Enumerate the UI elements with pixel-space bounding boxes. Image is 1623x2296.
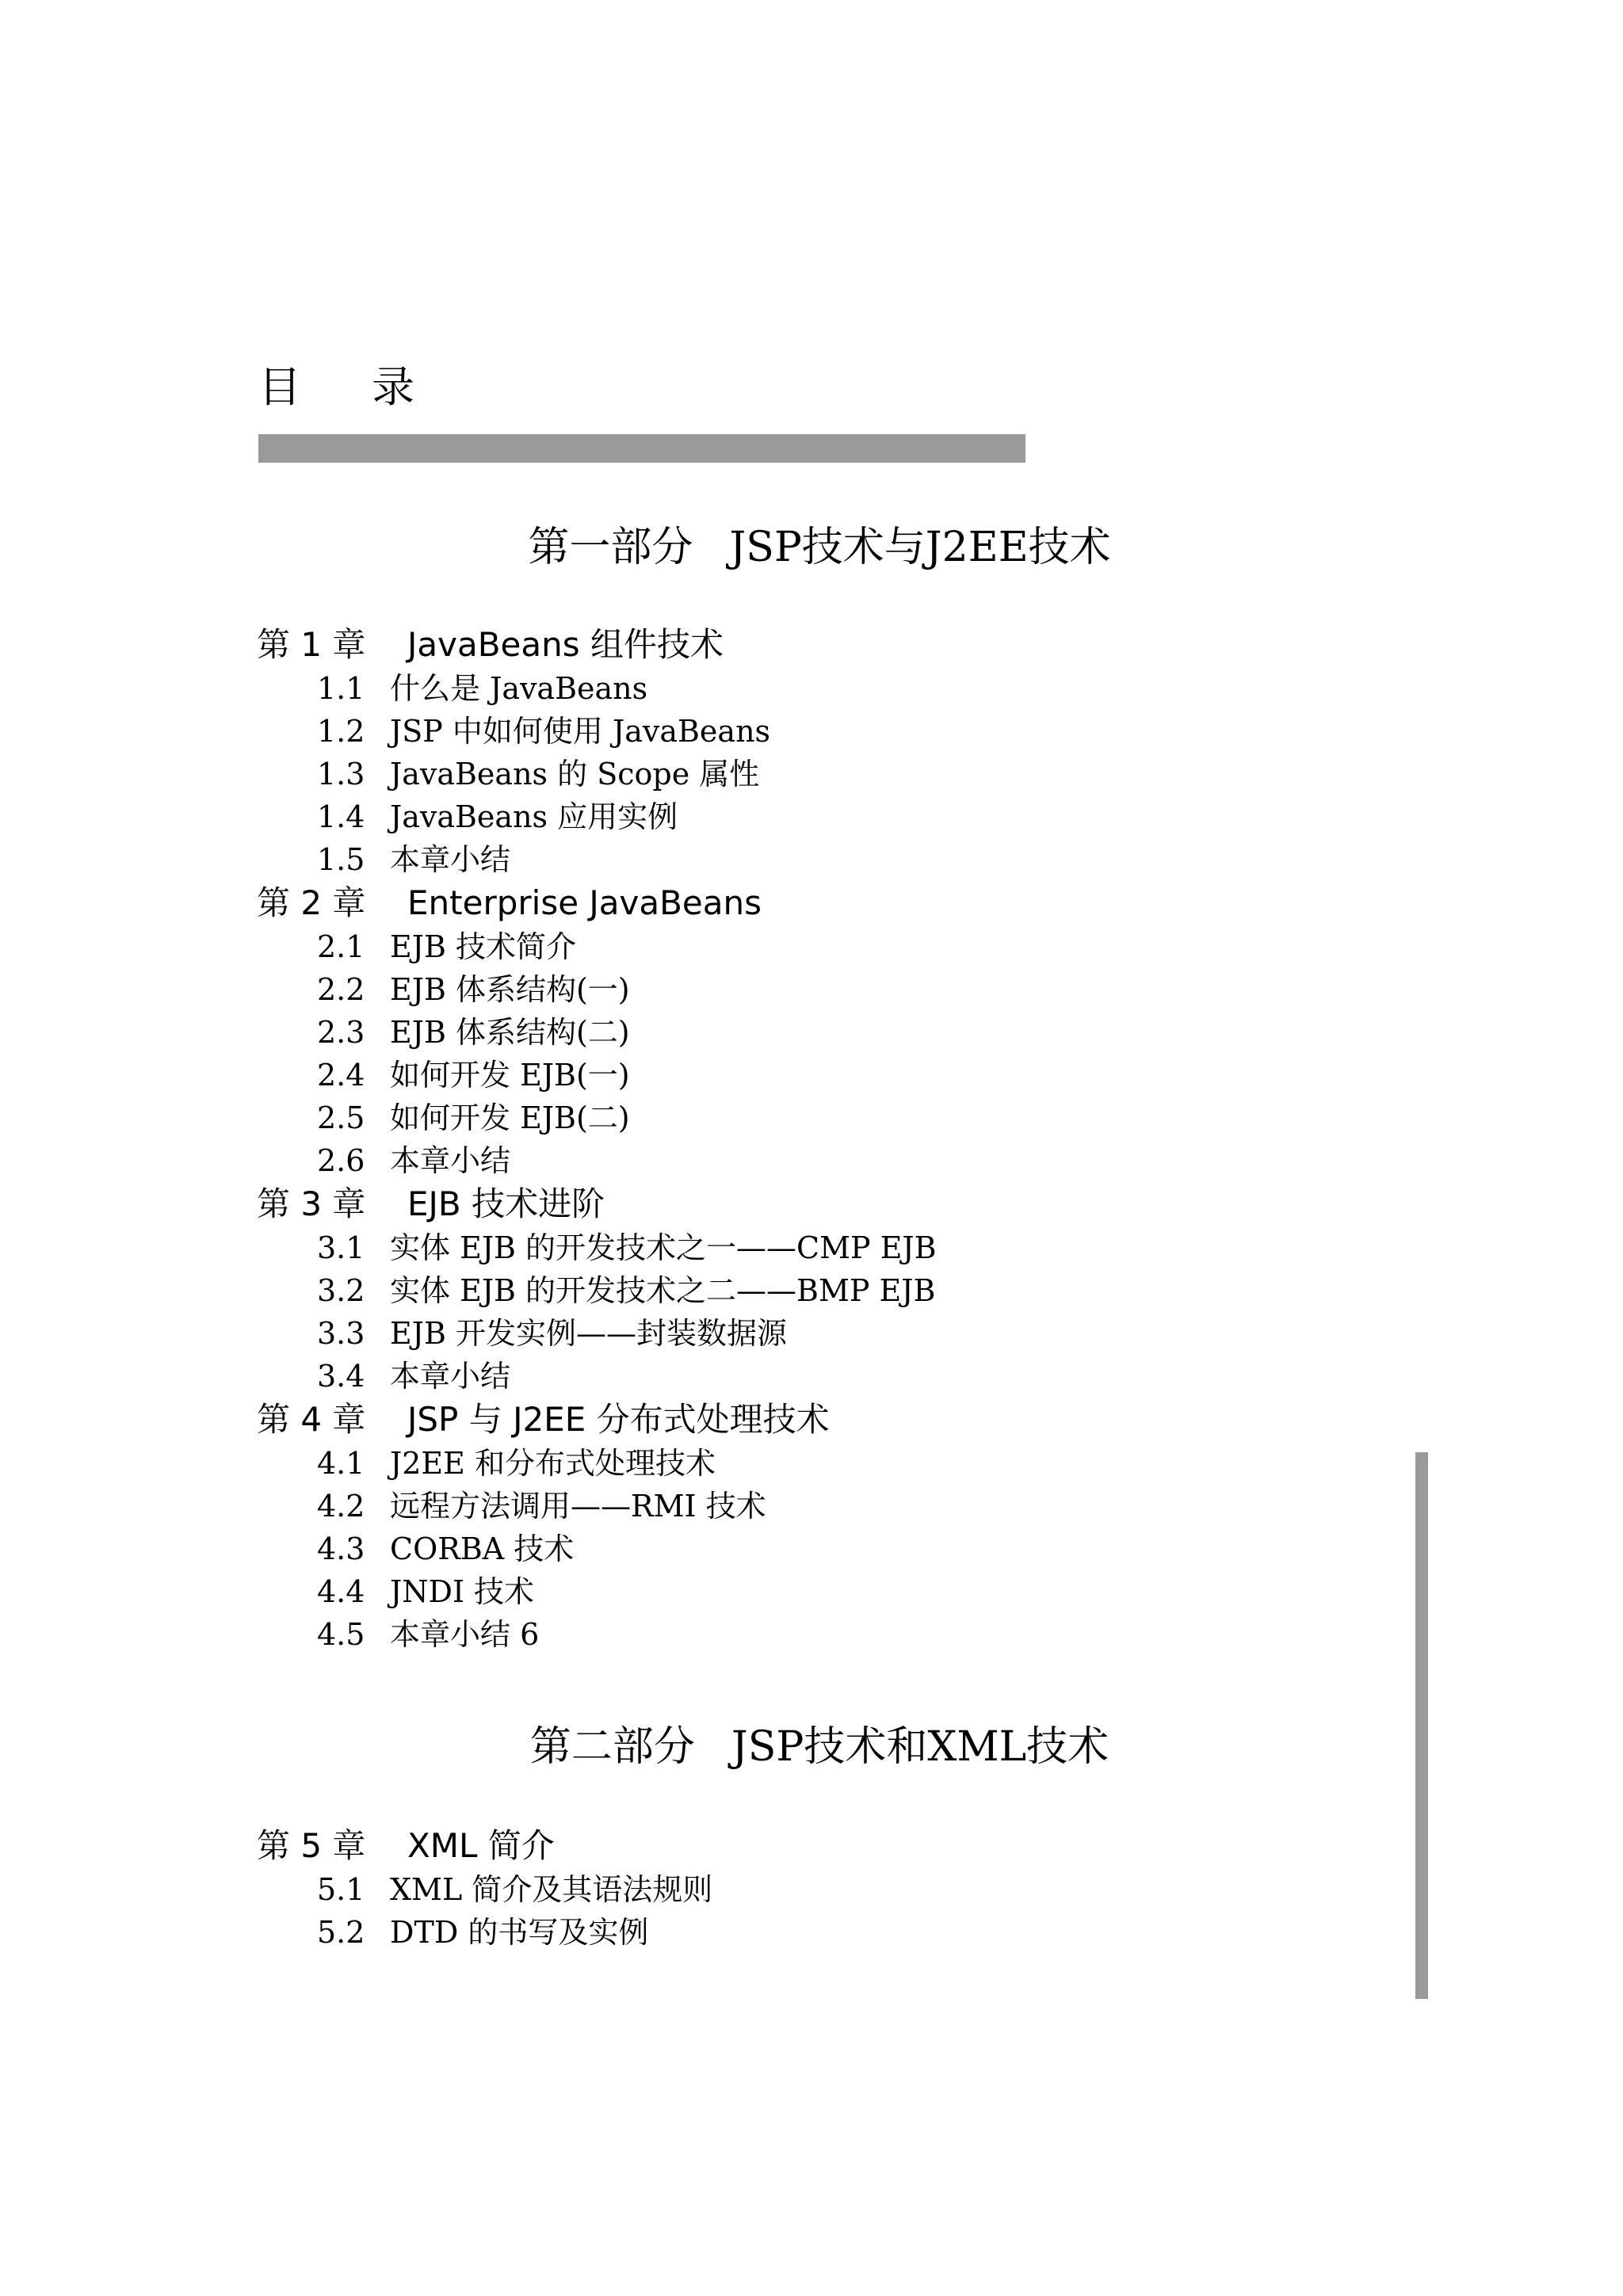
section-number: 1.3	[317, 757, 365, 791]
section-number: 3.2	[317, 1273, 365, 1308]
section-title: XML 简介及其语法规则	[390, 1872, 713, 1907]
section-title: DTD 的书写及实例	[390, 1915, 649, 1950]
section-number: 2.1	[317, 929, 365, 964]
section-title: JavaBeans 的 Scope 属性	[390, 757, 760, 791]
section-title: 本章小结 6	[390, 1617, 540, 1652]
section-4-2[interactable]	[257, 1485, 1366, 1527]
section-title: 实体 EJB 的开发技术之二——BMP EJB	[390, 1273, 936, 1308]
part-heading-1	[0, 524, 1623, 571]
section-title: 本章小结	[390, 1143, 511, 1178]
section-2-5[interactable]	[257, 1097, 1366, 1139]
section-3-3[interactable]	[257, 1312, 1366, 1355]
section-1-2[interactable]	[257, 710, 1366, 753]
chapter-number: 第 5 章	[257, 1826, 366, 1865]
section-number: 4.2	[317, 1489, 365, 1524]
section-5-1[interactable]	[257, 1868, 1366, 1911]
section-2-3[interactable]	[257, 1011, 1366, 1054]
section-title: 本章小结	[390, 842, 511, 877]
section-4-1[interactable]	[257, 1442, 1366, 1485]
chapter-number: 第 4 章	[257, 1400, 366, 1439]
section-title: J2EE 和分布式处理技术	[390, 1446, 716, 1481]
section-1-3[interactable]	[257, 753, 1366, 795]
section-title: CORBA 技术	[390, 1531, 575, 1566]
section-3-1[interactable]	[257, 1226, 1366, 1269]
part-heading-2	[0, 1723, 1623, 1771]
chapter-2[interactable]	[257, 881, 1366, 925]
section-title: 如何开发 EJB(一)	[390, 1058, 630, 1093]
section-5-2[interactable]	[257, 1911, 1366, 1954]
section-4-5[interactable]	[257, 1613, 1366, 1656]
toc-part-1	[257, 623, 1366, 1656]
side-margin-bar	[1415, 1452, 1428, 1999]
section-4-4[interactable]	[257, 1570, 1366, 1613]
section-number: 5.2	[317, 1915, 365, 1950]
chapter-number: 第 3 章	[257, 1184, 366, 1223]
section-title: JavaBeans 应用实例	[390, 799, 678, 834]
section-title: EJB 开发实例——封装数据源	[390, 1316, 787, 1351]
chapter-title: XML 简介	[407, 1826, 555, 1865]
part-label: 第二部分	[529, 1723, 695, 1771]
part-label: 第一部分	[528, 524, 693, 571]
part-title: JSP技术与J2EE技术	[729, 524, 1111, 571]
section-number: 3.1	[317, 1230, 365, 1265]
section-2-4[interactable]	[257, 1054, 1366, 1097]
chapter-number: 第 2 章	[257, 883, 366, 922]
chapter-4[interactable]	[257, 1398, 1366, 1442]
section-title: 远程方法调用——RMI 技术	[390, 1489, 766, 1524]
section-3-2[interactable]	[257, 1269, 1366, 1312]
chapter-title: Enterprise JavaBeans	[407, 883, 762, 922]
section-number: 4.1	[317, 1446, 365, 1481]
chapter-title: JSP 与 J2EE 分布式处理技术	[407, 1400, 830, 1439]
section-1-4[interactable]	[257, 795, 1366, 838]
section-number: 2.2	[317, 972, 365, 1007]
toc-title: 目 录	[258, 362, 444, 412]
part-title: JSP技术和XML技术	[731, 1723, 1109, 1771]
chapter-5[interactable]	[257, 1824, 1366, 1868]
section-2-2[interactable]	[257, 968, 1366, 1011]
section-number: 2.4	[317, 1058, 365, 1093]
section-number: 5.1	[317, 1872, 365, 1907]
section-3-4[interactable]	[257, 1355, 1366, 1398]
section-title: 如何开发 EJB(二)	[390, 1100, 630, 1135]
section-number: 3.3	[317, 1316, 365, 1351]
section-4-3[interactable]	[257, 1527, 1366, 1570]
section-number: 1.1	[317, 671, 365, 706]
section-2-6[interactable]	[257, 1139, 1366, 1182]
section-number: 2.6	[317, 1143, 365, 1178]
section-1-1[interactable]	[257, 667, 1366, 710]
title-underline-bar	[258, 434, 1025, 463]
section-title: 实体 EJB 的开发技术之一——CMP EJB	[390, 1230, 937, 1265]
section-title: EJB 体系结构(一)	[390, 972, 630, 1007]
section-number: 4.5	[317, 1617, 365, 1652]
section-number: 3.4	[317, 1359, 365, 1394]
section-1-5[interactable]	[257, 838, 1366, 881]
section-number: 2.3	[317, 1015, 365, 1050]
chapter-title: JavaBeans 组件技术	[407, 625, 724, 664]
chapter-title: EJB 技术进阶	[407, 1184, 605, 1223]
section-number: 4.4	[317, 1574, 365, 1609]
section-title: EJB 体系结构(二)	[390, 1015, 630, 1050]
chapter-1[interactable]	[257, 623, 1366, 667]
chapter-3[interactable]	[257, 1182, 1366, 1226]
section-title: 什么是 JavaBeans	[390, 671, 648, 706]
chapter-number: 第 1 章	[257, 625, 366, 664]
section-2-1[interactable]	[257, 925, 1366, 968]
section-number: 4.3	[317, 1531, 365, 1566]
toc-part-2	[257, 1824, 1366, 1954]
section-title: 本章小结	[390, 1359, 511, 1394]
section-number: 1.4	[317, 799, 365, 834]
section-number: 2.5	[317, 1100, 365, 1135]
section-title: JNDI 技术	[390, 1574, 535, 1609]
section-number: 1.2	[317, 714, 365, 749]
section-number: 1.5	[317, 842, 365, 877]
section-title: EJB 技术简介	[390, 929, 576, 964]
section-title: JSP 中如何使用 JavaBeans	[390, 714, 771, 749]
